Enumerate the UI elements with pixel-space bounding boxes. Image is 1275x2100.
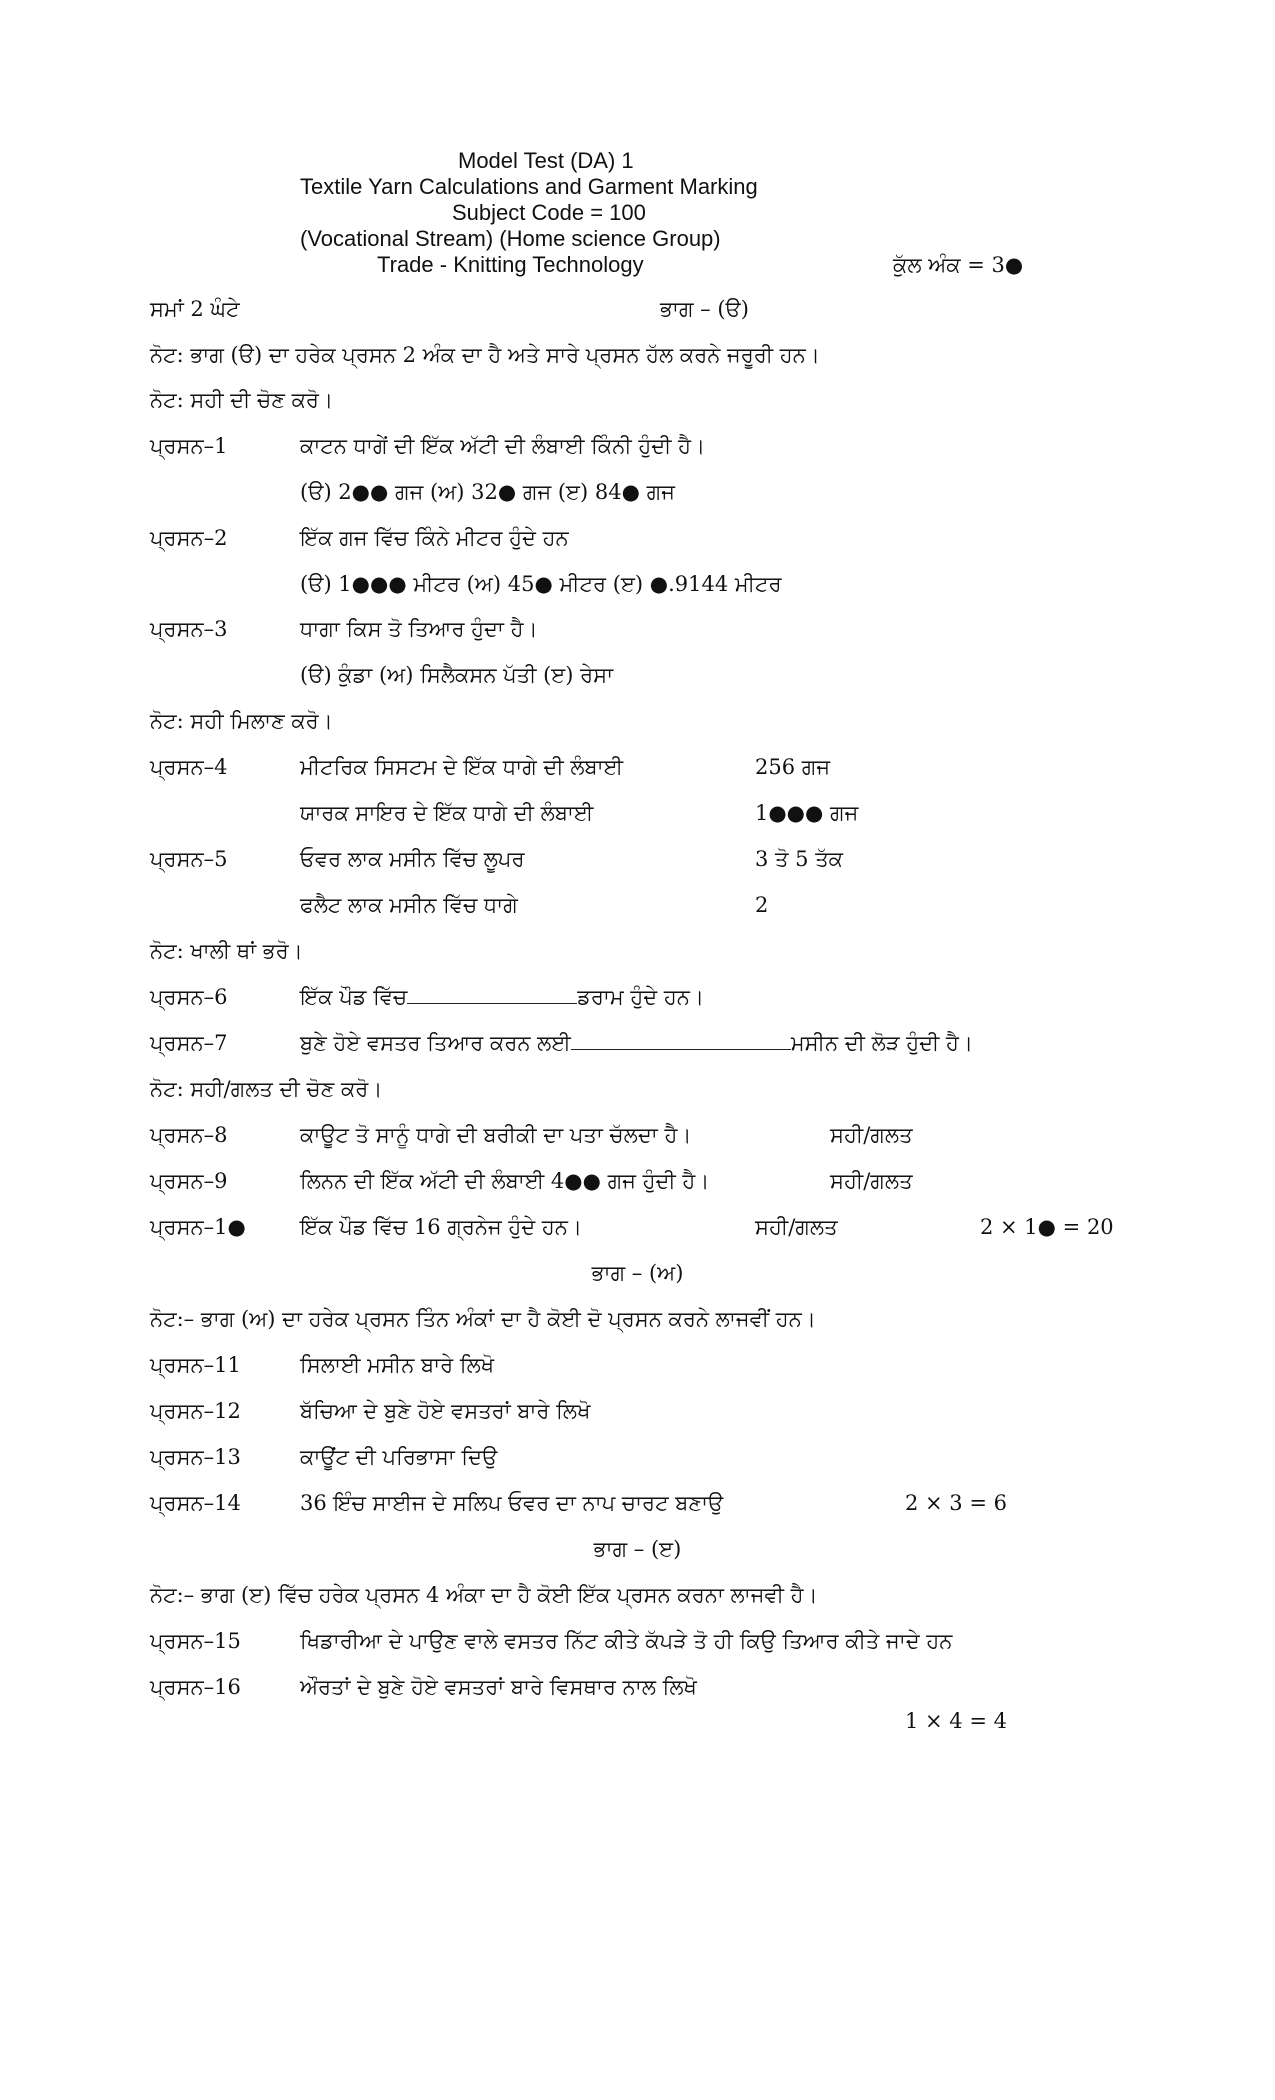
question-number: ਪ੍ਰਸਨ–1●	[150, 1215, 246, 1239]
stream-group: (Vocational Stream) (Home science Group)	[300, 226, 721, 251]
fill-blank-question	[300, 1026, 973, 1060]
section-marks: 2 × 1● = 20	[980, 1215, 1114, 1239]
part-b-note	[0, 1302, 1275, 1336]
question-text: ਸਿਲਾਈ ਮਸੀਨ ਬਾਰੇ ਲਿਖੋ	[300, 1353, 495, 1377]
question-number: ਪ੍ਰਸਨ–16	[150, 1675, 241, 1699]
part-c-heading	[0, 1532, 1275, 1566]
true-false-choice: ਸਹੀ/ਗਲਤ	[755, 1215, 838, 1239]
question-row	[0, 1440, 1275, 1474]
question-options: (ੳ) ਕੁੰਡਾ (ਅ) ਸਿਲੈਕਸਨ ਪੱਤੀ (ੲ) ਰੇਸਾ	[300, 663, 614, 687]
match-answer: 256 ਗਜ	[755, 755, 831, 779]
question-row	[0, 612, 1275, 646]
time-allowed: ਸਮਾਂ 2 ਘੰਟੇ	[150, 297, 240, 321]
question-row	[0, 1486, 1275, 1520]
question-number: ਪ੍ਰਸਨ–12	[150, 1399, 241, 1423]
answer-blank[interactable]	[407, 981, 577, 1004]
note-match-text: ਨੋਟ: ਸਹੀ ਮਿਲਾਣ ਕਰੋ।	[150, 709, 333, 733]
subject-code: Subject Code = 100	[452, 200, 646, 225]
question-number: ਪ੍ਰਸਨ–1	[150, 434, 228, 458]
question-number: ਪ੍ਰਸਨ–9	[150, 1169, 228, 1193]
question-text-after: ਡਰਾਮ ਹੁੰਦੇ ਹਨ।	[577, 985, 705, 1009]
question-text: ਖਿਡਾਰੀਆ ਦੇ ਪਾਉਣ ਵਾਲੇ ਵਸਤਰ ਨਿੱਟ ਕੀਤੇ ਕੱਪੜੇ ਤੋ ਹੀ ਕਿਉ ਤਿਆਰ ਕੀਤੇ ਜਾਦੇ ਹਨ	[300, 1629, 953, 1653]
section-marks: 1 × 4 = 4	[905, 1709, 1007, 1733]
exam-title: Model Test (DA) 1	[458, 148, 634, 173]
question-row	[0, 1210, 1275, 1244]
question-text: ਕਾਊਂਟ ਦੀ ਪਰਿਭਾਸਾ ਦਿਉ	[300, 1445, 498, 1469]
match-answer: 1●●● ਗਜ	[755, 801, 859, 825]
part-c-title: ਭਾਗ – (ੲ)	[593, 1537, 682, 1561]
question-row	[0, 1118, 1275, 1152]
note-match	[0, 704, 1275, 738]
question-text: ਇੱਕ ਗਜ ਵਿੱਚ ਕਿੰਨੇ ਮੀਟਰ ਹੁੰਦੇ ਹਨ	[300, 526, 569, 550]
part-b-heading	[0, 1256, 1275, 1290]
question-text: ਕਾਊਟ ਤੋ ਸਾਨੂੰ ਧਾਗੇ ਦੀ ਬਰੀਕੀ ਦਾ ਪਤਾ ਚੱਲਦਾ ਹੈ।	[300, 1123, 692, 1147]
question-text: ਇੱਕ ਪੌਡ ਵਿੱਚ 16 ਗ੍ਰਨੇਜ ਹੁੰਦੇ ਹਨ।	[300, 1215, 583, 1239]
question-number: ਪ੍ਰਸਨ–6	[150, 985, 228, 1009]
match-item: ਯਾਰਕ ਸਾਇਰ ਦੇ ਇੱਕ ਧਾਗੇ ਦੀ ਲੰਬਾਈ	[300, 801, 594, 825]
options-row	[0, 475, 1275, 509]
total-marks: ਕੁੱਲ ਅੰਕ = 3●	[893, 253, 1024, 277]
question-row	[0, 842, 1275, 876]
question-number: ਪ੍ਰਸਨ–15	[150, 1629, 241, 1653]
question-row	[0, 980, 1275, 1014]
question-number: ਪ੍ਰਸਨ–5	[150, 847, 228, 871]
match-row	[0, 796, 1275, 830]
match-item: ਮੀਟਰਿਕ ਸਿਸਟਮ ਦੇ ਇੱਕ ਧਾਗੇ ਦੀ ਲੰਬਾਈ	[300, 755, 624, 779]
question-number: ਪ੍ਰਸਨ–4	[150, 755, 228, 779]
question-number: ਪ੍ਰਸਨ–2	[150, 526, 228, 550]
question-row	[0, 1670, 1275, 1704]
question-row	[0, 1394, 1275, 1428]
answer-blank[interactable]	[571, 1027, 791, 1050]
question-number: ਪ੍ਰਸਨ–13	[150, 1445, 241, 1469]
time-row	[0, 292, 1275, 326]
subject-name: Textile Yarn Calculations and Garment Marking	[300, 174, 758, 199]
match-row	[0, 888, 1275, 922]
question-row	[0, 1164, 1275, 1198]
note-choose-text: ਨੋਟ: ਸਹੀ ਦੀ ਚੋਣ ਕਰੋ।	[150, 388, 334, 412]
part-c-marks-row	[0, 1704, 1275, 1738]
part-a-instruction: ਨੋਟ: ਭਾਗ (ੳ) ਦਾ ਹਰੇਕ ਪ੍ਰਸਨ 2 ਅੰਕ ਦਾ ਹੈ ਅਤੇ ਸਾਰੇ ਪ੍ਰਸਨ ਹੱਲ ਕਰਨੇ ਜਰੂਰੀ ਹਨ।	[150, 343, 820, 367]
question-number: ਪ੍ਰਸਨ–8	[150, 1123, 228, 1147]
trade-name: Trade - Knitting Technology	[377, 252, 644, 277]
part-b-instruction: ਨੋਟ:– ਭਾਗ (ਅ) ਦਾ ਹਰੇਕ ਪ੍ਰਸਨ ਤਿੰਨ ਅੰਕਾਂ ਦਾ ਹੈ ਕੋਈ ਦੋ ਪ੍ਰਸਨ ਕਰਨੇ ਲਾਜਵੀਂ ਹਨ।	[150, 1307, 816, 1331]
note-true-false-text: ਨੋਟ: ਸਹੀ/ਗਲਤ ਦੀ ਚੋਣ ਕਰੋ।	[150, 1077, 383, 1101]
question-text-before: ਬੁਣੇ ਹੋਏ ਵਸਤਰ ਤਿਆਰ ਕਰਨ ਲਈ	[300, 1031, 571, 1055]
question-text: ਬੱਚਿਆ ਦੇ ਬੁਣੇ ਹੋਏ ਵਸਤਰਾਂ ਬਾਰੇ ਲਿਖੋ	[300, 1399, 591, 1423]
match-answer: 2	[755, 893, 769, 917]
question-text: ਔਰਤਾਂ ਦੇ ਬੁਣੇ ਹੋਏ ਵਸਤਰਾਂ ਬਾਰੇ ਵਿਸਥਾਰ ਨਾਲ ਲਿਖੋ	[300, 1675, 697, 1699]
options-row	[0, 567, 1275, 601]
note-blank	[0, 934, 1275, 968]
part-b-title: ਭਾਗ – (ਅ)	[591, 1261, 684, 1285]
section-marks: 2 × 3 = 6	[905, 1491, 1007, 1515]
question-options: (ੳ) 1●●● ਮੀਟਰ (ਅ) 45● ਮੀਟਰ (ੲ) ●.9144 ਮੀਟਰ	[300, 572, 782, 596]
question-text: ਕਾਟਨ ਧਾਗੇਂ ਦੀ ਇੱਕ ਅੱਟੀ ਦੀ ਲੰਬਾਈ ਕਿੰਨੀ ਹੁੰਦੀ ਹੈ।	[300, 434, 706, 458]
part-c-instruction: ਨੋਟ:– ਭਾਗ (ੲ) ਵਿੱਚ ਹਰੇਕ ਪ੍ਰਸਨ 4 ਅੰਕਾ ਦਾ ਹੈ ਕੋਈ ਇੱਕ ਪ੍ਰਸਨ ਕਰਨਾ ਲਾਜਵੀ ਹੈ।	[150, 1583, 818, 1607]
question-text-before: ਇੱਕ ਪੌਡ ਵਿੱਚ	[300, 985, 408, 1009]
true-false-choice: ਸਹੀ/ਗਲਤ	[830, 1123, 913, 1147]
question-text: ਧਾਗਾ ਕਿਸ ਤੋ ਤਿਆਰ ਹੁੰਦਾ ਹੈ।	[300, 617, 538, 641]
question-options: (ੳ) 2●● ਗਜ (ਅ) 32● ਗਜ (ੲ) 84● ਗਜ	[300, 480, 675, 504]
question-number: ਪ੍ਰਸਨ–7	[150, 1031, 228, 1055]
question-number: ਪ੍ਰਸਨ–3	[150, 617, 228, 641]
question-row	[0, 1026, 1275, 1060]
true-false-choice: ਸਹੀ/ਗਲਤ	[830, 1169, 913, 1193]
question-text: 36 ਇੰਚ ਸਾਈਜ ਦੇ ਸਲਿਪ ਓਵਰ ਦਾ ਨਾਪ ਚਾਰਟ ਬਣਾਉ	[300, 1491, 724, 1515]
note-true-false	[0, 1072, 1275, 1106]
match-answer: 3 ਤੋ 5 ਤੱਕ	[755, 847, 843, 871]
question-row	[0, 750, 1275, 784]
question-row	[0, 429, 1275, 463]
match-item: ਓਵਰ ਲਾਕ ਮਸੀਨ ਵਿੱਚ ਲੂਪਰ	[300, 847, 525, 871]
part-c-note	[0, 1578, 1275, 1612]
part-a-title: ਭਾਗ – (ੳ)	[660, 297, 749, 321]
options-row	[0, 658, 1275, 692]
question-row	[0, 521, 1275, 555]
part-a-note	[0, 338, 1275, 372]
match-item: ਫਲੈਟ ਲਾਕ ਮਸੀਨ ਵਿੱਚ ਧਾਗੇ	[300, 893, 518, 917]
question-row	[0, 1624, 1275, 1658]
question-text: ਲਿਨਨ ਦੀ ਇੱਕ ਅੱਟੀ ਦੀ ਲੰਬਾਈ 4●● ਗਜ ਹੁੰਦੀ ਹੈ।	[300, 1169, 710, 1193]
fill-blank-question	[300, 980, 704, 1014]
question-row	[0, 1348, 1275, 1382]
question-number: ਪ੍ਰਸਨ–11	[150, 1353, 241, 1377]
question-text-after: ਮਸੀਨ ਦੀ ਲੋੜ ਹੁੰਦੀ ਹੈ।	[790, 1031, 974, 1055]
note-choose	[0, 383, 1275, 417]
note-blank-text: ਨੋਟ: ਖਾਲੀ ਥਾਂ ਭਰੋ।	[150, 939, 303, 963]
question-number: ਪ੍ਰਸਨ–14	[150, 1491, 241, 1515]
